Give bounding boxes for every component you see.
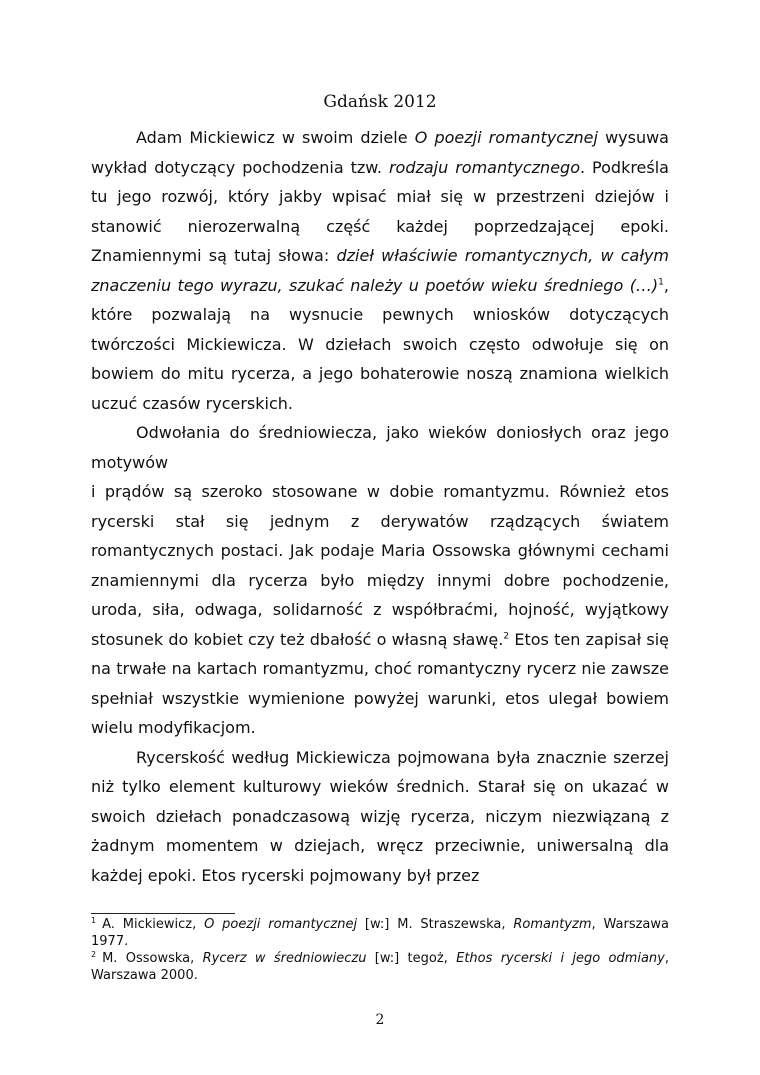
text-span: [w:] M. Straszewska,	[357, 917, 514, 932]
page-header: Gdańsk 2012	[323, 92, 437, 112]
footnote-1	[91, 916, 669, 950]
footnotes	[91, 916, 669, 984]
work-title: Romantyzm	[513, 917, 592, 932]
text-span: A. Mickiewicz,	[102, 917, 205, 932]
paragraph-2-start	[91, 418, 669, 477]
text-span: , Warszawa 2000.	[91, 951, 670, 983]
footnote-number: 1	[91, 915, 97, 925]
text-span: , które pozwalają na wysnucie pewnych wniosków dotyczących twórczości Mickiewicza. W dziełach swoich często odwołuje się on bowiem do mitu rycerza, a jego bohaterowie noszą znamiona wielkich uczuć czasów rycerskich.	[91, 275, 669, 413]
footnote-number: 2	[91, 949, 97, 959]
work-title: O poezji romantycznej	[204, 917, 358, 932]
text-span: Odwołania do średniowiecza, jako wieków doniosłych oraz jego motywów	[91, 423, 669, 472]
footnote-ref-2[interactable]: 2	[503, 631, 510, 642]
work-title: O poezji romantycznej	[414, 128, 598, 147]
footnote-ref-1[interactable]: 1	[658, 277, 664, 288]
paragraph-1	[91, 123, 669, 418]
footnote-2	[91, 950, 669, 984]
text-span: . Podkreśla tu jego rozwój, który jakby wpisać miał się w przestrzeni dziejów i stanowić nierozerwalną część każdej poprzedzającej epoki. Znamiennymi są tutaj słowa:	[91, 157, 669, 265]
italic-term: rodzaju romantycznego	[388, 157, 580, 177]
main-text	[91, 123, 669, 890]
work-title: Rycerz w średniowieczu	[202, 951, 367, 966]
paragraph-2-continued	[91, 477, 669, 743]
text-span: Adam Mickiewicz w swoim dziele	[136, 128, 415, 147]
text-span: i prądów są szeroko stosowane w dobie romantyzmu. Również etos rycerski stał się jednym z derywatów rządzących światem romantycznych postaci. Jak podaje Maria Ossowska głównymi cechami znamiennymi dla rycerza było między innymi dobre pochodzenie, uroda, siła, odwaga, solidarność z współbraćmi, hojność, wyjątkowy stosunek do kobiet czy też dbałość o własną sławę.	[91, 482, 669, 649]
footnote-separator	[91, 913, 235, 914]
page-number: 2	[375, 1012, 385, 1028]
quotation: dzieł właściwie romantycznych, w całym znaczeniu tego wyrazu, szukać należy u poetów wieku średniego (…)	[91, 246, 669, 295]
text-span: wysuwa wykład dotyczący pochodzenia tzw.	[91, 128, 669, 177]
text-span: , Warszawa 1977.	[91, 917, 669, 949]
text-span: M. Ossowska,	[102, 951, 203, 966]
work-title: Ethos rycerski i jego odmiany	[456, 951, 665, 966]
text-span: Rycerskość według Mickiewicza pojmowana była znacznie szerzej niż tylko element kulturowy wieków średnich. Starał się on ukazać w swoich dziełach ponadczasową wizję rycerza, niczym niezwiązaną z żadnym momentem w dziejach, wręcz przeciwnie, uniwersalną dla każdej epoki. Etos rycerski pojmowany był przez	[91, 747, 669, 885]
text-span: [w:] tegoż,	[366, 951, 457, 966]
text-span: Etos ten zapisał się na trwałe na kartach romantyzmu, choć romantyczny rycerz nie zawsze spełniał wszystkie wymienione powyżej warunki, etos ulegał bowiem wielu modyfikacjom.	[91, 629, 670, 737]
paragraph-3	[91, 743, 669, 891]
